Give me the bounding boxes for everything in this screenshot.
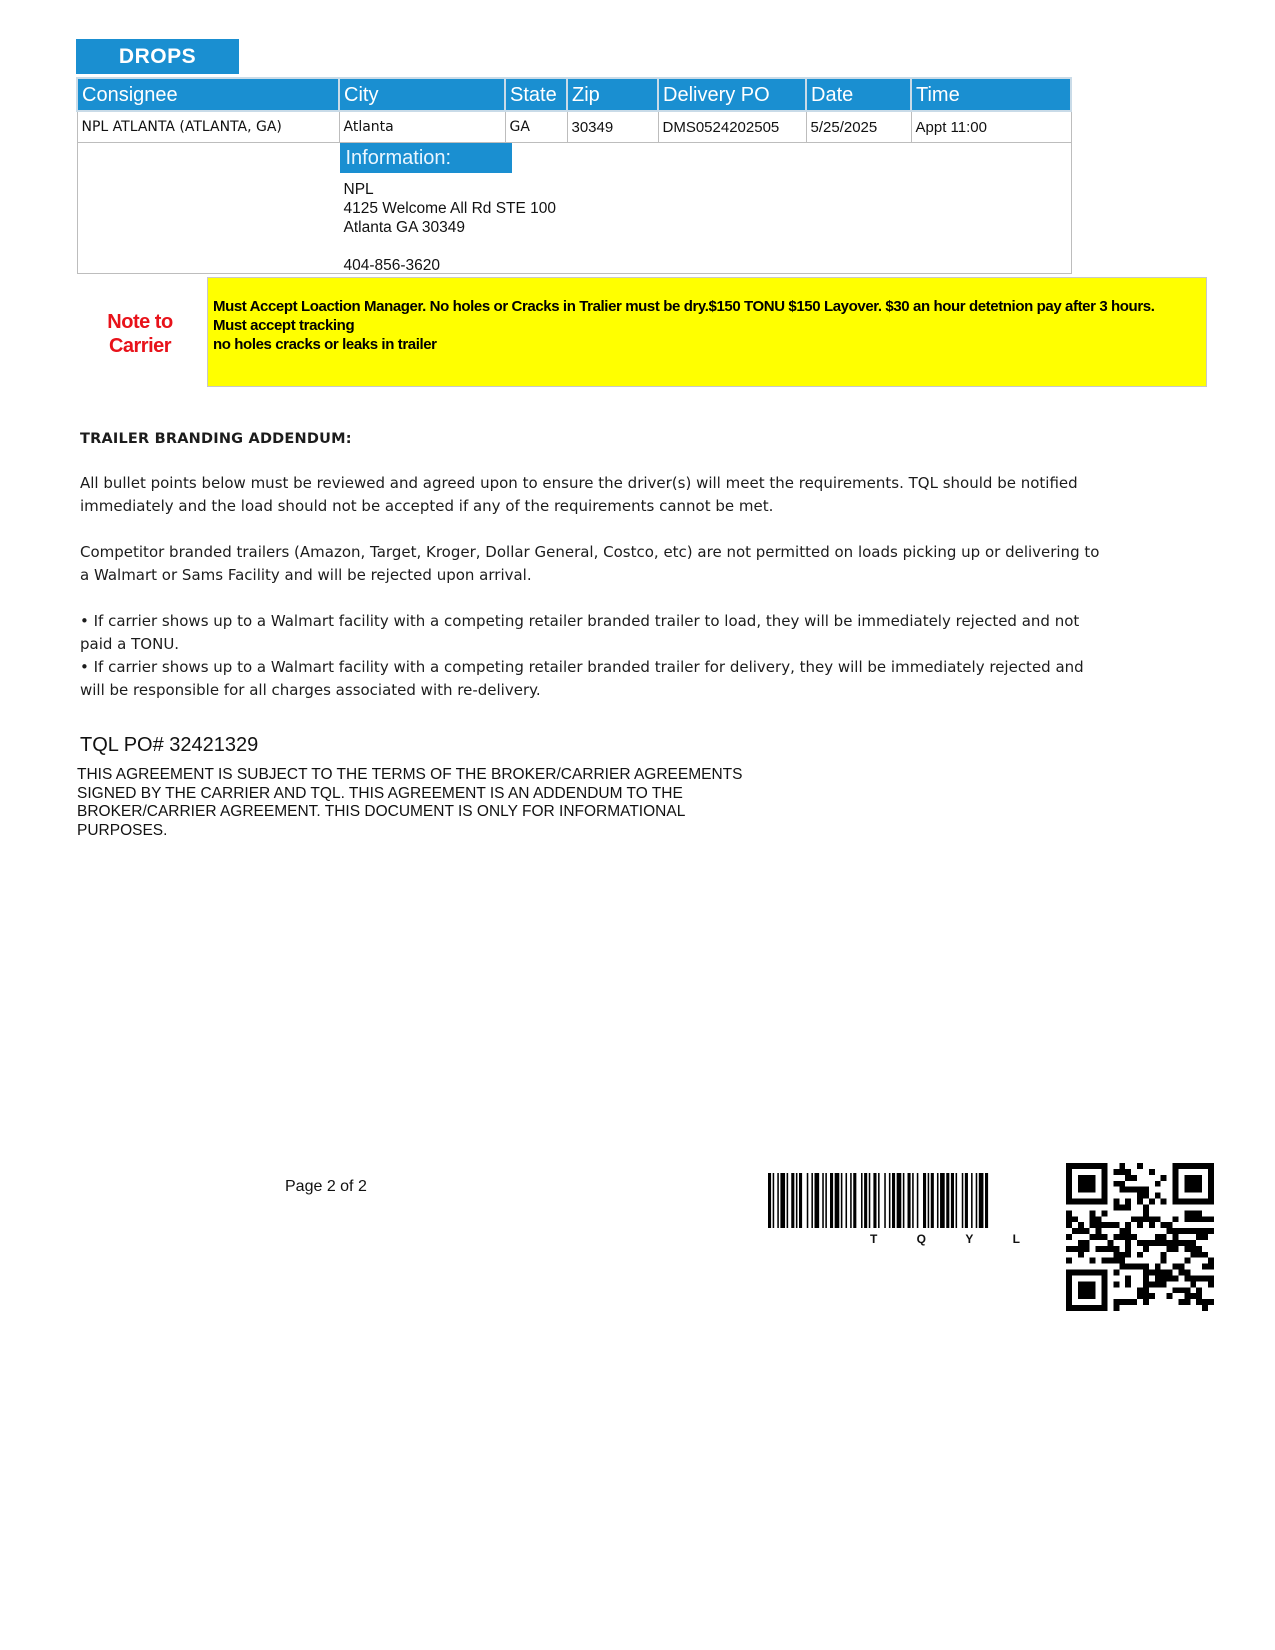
information-address (344, 180, 557, 275)
drops-table (76, 77, 1072, 274)
note-to-carrier-box (207, 277, 1207, 387)
qr-code-icon (1066, 1163, 1214, 1311)
col-header-city: City (339, 78, 505, 111)
information-label: Information: (340, 143, 512, 173)
addendum-bullet: • If carrier shows up to a Walmart facility with a competing retailer branded trailer for delivery, they will be immediately rejected and will be responsible for all charges associated with re-delivery. (80, 658, 1084, 699)
drops-section-title: DROPS (76, 39, 239, 74)
time-cell: Appt 11:00 (911, 111, 1071, 143)
info-street: 4125 Welcome All Rd STE 100 (343, 200, 557, 217)
note-line: no holes cracks or leaks in trailer (213, 336, 437, 353)
barcode-char: L (1012, 1232, 1020, 1246)
addendum-paragraph: Competitor branded trailers (Amazon, Target, Kroger, Dollar General, Costco, etc) are not permitted on loads picking up or delivering to a Walmart or Sams Facility and will be rejected upon arrival. (80, 543, 1100, 584)
tql-po-number: TQL PO# 32421329 (80, 734, 259, 756)
city-cell: Atlanta (339, 111, 505, 143)
zip-cell: 30349 (567, 111, 658, 143)
note-line: Must Accept Loaction Manager. No holes or Cracks in Tralier must be dry.$150 TONU $150 Layover. $30 an hour detetnion pay after 3 hours. (213, 298, 1155, 315)
barcode-char: Y (965, 1232, 974, 1246)
addendum-bullet: • If carrier shows up to a Walmart facility with a competing retailer branded trailer to load, they will be immediately rejected and not paid a TONU. (80, 612, 1080, 653)
col-header-zip: Zip (567, 78, 658, 111)
drops-header-row (77, 78, 1071, 111)
col-header-time: Time (911, 78, 1071, 111)
info-city-state-zip: Atlanta GA 30349 (343, 219, 466, 236)
date-cell: 5/25/2025 (806, 111, 911, 143)
table-row (77, 111, 1071, 143)
addendum-heading: TRAILER BRANDING ADDENDUM: (80, 431, 352, 447)
barcode-icon (768, 1173, 1053, 1231)
barcode-char: T (870, 1232, 878, 1246)
col-header-delivery-po: Delivery PO (658, 78, 806, 111)
delivery-po-cell: DMS0524202505 (658, 111, 806, 143)
col-header-state: State (505, 78, 567, 111)
trailer-branding-addendum (80, 428, 1100, 702)
info-company: NPL (343, 181, 374, 198)
info-phone: 404-856-3620 (343, 257, 441, 274)
barcode-caption (870, 1232, 1020, 1246)
barcode-char: Q (916, 1232, 926, 1246)
state-cell: GA (505, 111, 567, 143)
consignee-cell: NPL ATLANTA (ATLANTA, GA) (77, 111, 339, 143)
addendum-paragraph: All bullet points below must be reviewed and agreed upon to ensure the driver(s) will meet the requirements. TQL should be notified immediately and the load should not be accepted if any of the requirements cannot be met. (80, 474, 1078, 515)
agreement-disclaimer: THIS AGREEMENT IS SUBJECT TO THE TERMS OF THE BROKER/CARRIER AGREEMENTS SIGNED BY THE CARRIER AND TQL. THIS AGREEMENT IS AN ADDENDUM TO THE BROKER/CARRIER AGREEMENT. THIS DOCUMENT IS ONLY FOR INFORMATIONAL PURPOSES. (77, 766, 743, 839)
note-line: Must accept tracking (213, 317, 355, 334)
col-header-date: Date (806, 78, 911, 111)
note-to-carrier-label (100, 310, 180, 358)
col-header-consignee: Consignee (77, 78, 339, 111)
page-number: Page 2 of 2 (285, 1178, 367, 1195)
note-label-line2: Carrier (108, 335, 172, 357)
note-label-line1: Note to (107, 311, 173, 333)
information-row (77, 143, 1071, 274)
